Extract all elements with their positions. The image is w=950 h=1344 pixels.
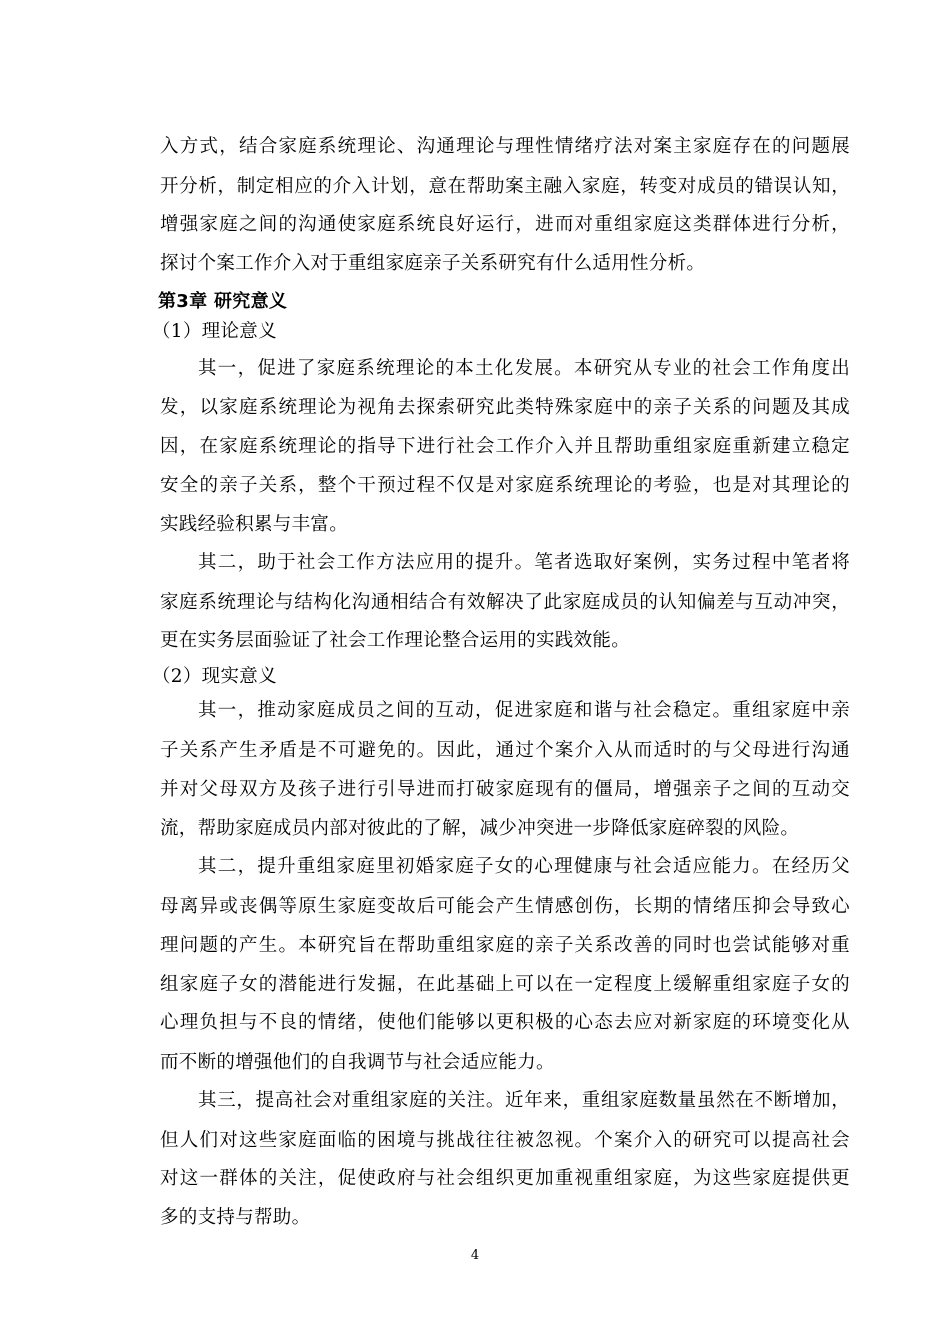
paragraph-line: 发，以家庭系统理论为视角去探索研究此类特殊家庭中的亲子关系的问题及其成: [160, 397, 850, 418]
paragraph-line: 而不断的增强他们的自我调节与社会适应能力。: [160, 1052, 555, 1073]
paragraph-line: 其二，提升重组家庭里初婚家庭子女的心理健康与社会适应能力。在经历父: [198, 856, 850, 877]
paragraph-line: 组家庭子女的潜能进行发掘，在此基础上可以在一定程度上缓解重组家庭子女的: [160, 974, 850, 995]
paragraph-line: 子关系产生矛盾是不可避免的。因此，通过个案介入从而适时的与父母进行沟通: [160, 740, 850, 761]
paragraph-line: 对这一群体的关注，促使政府与社会组织更加重视重组家庭，为这些家庭提供更: [160, 1168, 850, 1189]
paragraph-line: 更在实务层面验证了社会工作理论整合运用的实践效能。: [160, 630, 631, 651]
paragraph-line: 心理负担与不良的情绪，使他们能够以更积极的心态去应对新家庭的环境变化从: [160, 1012, 850, 1033]
paragraph-line: 理问题的产生。本研究旨在帮助重组家庭的亲子关系改善的同时也尝试能够对重: [160, 935, 850, 956]
paragraph-line: 多的支持与帮助。: [160, 1207, 311, 1228]
paragraph-line: 母离异或丧偶等原生家庭变故后可能会产生情感创伤，长期的情绪压抑会导致心: [160, 896, 850, 917]
intro-line: 入方式，结合家庭系统理论、沟通理论与理性情绪疗法对案主家庭存在的问题展: [160, 136, 850, 157]
paragraph-line: 流，帮助家庭成员内部对彼此的了解，减少冲突进一步降低家庭碎裂的风险。: [160, 818, 800, 839]
paragraph-line: 并对父母双方及孩子进行引导进而打破家庭现有的僵局，增强亲子之间的互动交: [160, 779, 850, 800]
paragraph-line: 实践经验积累与丰富。: [160, 514, 349, 535]
paragraph-line: 安全的亲子关系，整个干预过程不仅是对家庭系统理论的考验，也是对其理论的: [160, 475, 850, 496]
paragraph-line: 其一，推动家庭成员之间的互动，促进家庭和谐与社会稳定。重组家庭中亲: [198, 700, 850, 721]
chapter-heading: 第3章 研究意义: [158, 291, 288, 312]
paragraph-line: 其三，提高社会对重组家庭的关注。近年来，重组家庭数量虽然在不断增加，: [198, 1090, 850, 1111]
paragraph-line: 其一，促进了家庭系统理论的本土化发展。本研究从专业的社会工作角度出: [198, 358, 850, 379]
paragraph-line: 但人们对这些家庭面临的困境与挑战往往被忽视。个案介入的研究可以提高社会: [160, 1130, 850, 1151]
page-number: 4: [470, 1248, 480, 1263]
intro-line: 增强家庭之间的沟通使家庭系统良好运行，进而对重组家庭这类群体进行分析，: [160, 214, 850, 235]
paragraph-line: 因，在家庭系统理论的指导下进行社会工作介入并且帮助重组家庭重新建立稳定: [160, 436, 850, 457]
paragraph-line: 其二，助于社会工作方法应用的提升。笔者选取好案例，实务过程中笔者将: [198, 552, 850, 573]
intro-line: 开分析，制定相应的介入计划，意在帮助案主融入家庭，转变对成员的错误认知，: [160, 176, 850, 197]
paragraph-line: 家庭系统理论与结构化沟通相结合有效解决了此家庭成员的认知偏差与互动冲突，: [160, 592, 850, 613]
section-heading-theory: （1）理论意义: [152, 321, 277, 342]
intro-line: 探讨个案工作介入对于重组家庭亲子关系研究有什么适用性分析。: [160, 253, 706, 274]
section-heading-practice: （2）现实意义: [152, 666, 277, 687]
